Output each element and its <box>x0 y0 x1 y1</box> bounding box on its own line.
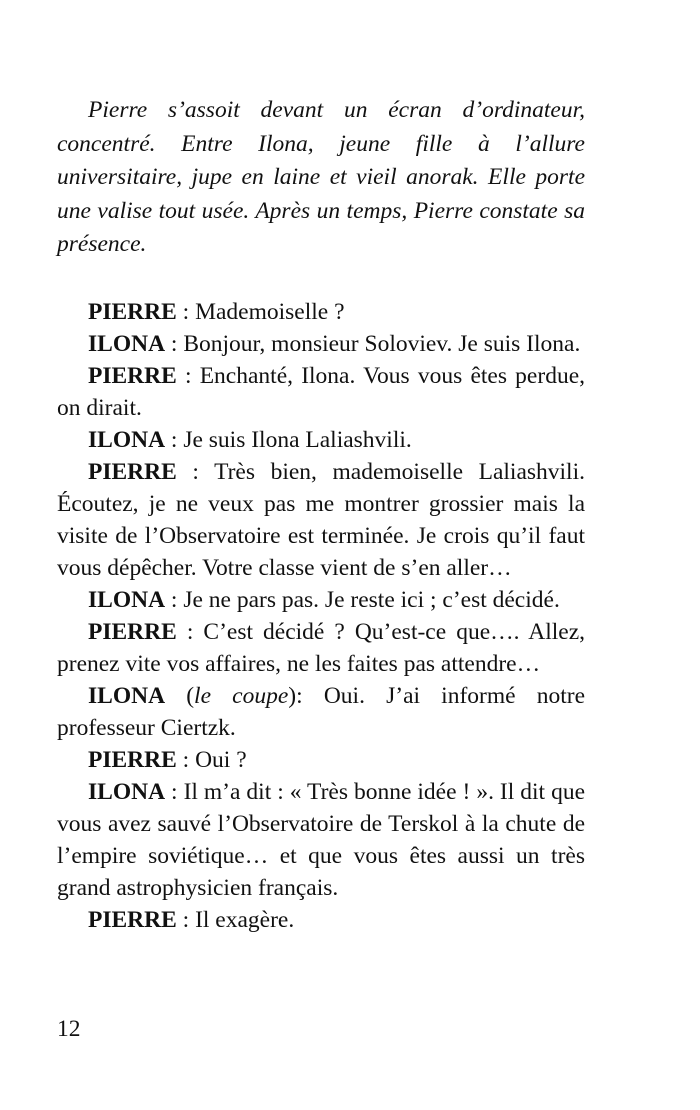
separator: : <box>176 362 200 389</box>
page-number: 12 <box>57 1016 81 1042</box>
dialogue-line <box>57 776 585 904</box>
line-text: Oui ? <box>195 746 247 773</box>
speaker-name: ILONA <box>88 682 166 709</box>
separator: : <box>296 682 324 709</box>
dialogue-line <box>57 360 585 424</box>
separator: : <box>176 298 196 325</box>
speaker-name: PIERRE <box>88 906 177 933</box>
line-text: Oui. J’ai informé notre professeur Ciertzk. <box>57 682 586 741</box>
aside-close: ) <box>288 682 297 709</box>
book-page <box>57 94 585 936</box>
line-text: Mademoiselle ? <box>195 298 345 325</box>
stage-aside: le coupe <box>194 682 289 709</box>
speaker-name: ILONA <box>88 778 166 805</box>
dialogue-line <box>57 680 585 744</box>
speaker-name: PIERRE <box>88 618 177 645</box>
stage-direction: Pierre s’assoit devant un écran d’ordinateur, concentré. Entre Ilona, jeune fille à l’allure universitaire, jupe en laine et vieil anorak. Elle porte une valise tout usée. Après un temps, Pierre constate sa présence. <box>57 97 585 257</box>
speaker-name: PIERRE <box>88 298 177 325</box>
speaker-name: ILONA <box>88 426 166 453</box>
line-text: Très bien, mademoiselle Laliashvili. Écoutez, je ne veux pas me montrer grossier mais la visite de l’Observatoire est terminée. Je crois qu’il faut vous dépêcher. Votre classe vient de s’en aller… <box>57 458 585 581</box>
dialogue-line <box>57 424 585 456</box>
dialogue-line <box>57 296 585 328</box>
speaker-name: PIERRE <box>88 362 177 389</box>
dialogue-line <box>57 584 585 616</box>
dialogue-line <box>57 456 585 584</box>
separator: : <box>176 618 204 645</box>
separator: : <box>165 586 184 613</box>
line-text: Je suis Ilona Laliashvili. <box>183 426 412 453</box>
separator: : <box>176 906 196 933</box>
line-text: Il exagère. <box>195 906 295 933</box>
line-text: C’est décidé ? Qu’est-ce que…. Allez, prenez vite vos affaires, ne les faites pas attendre… <box>57 618 586 677</box>
line-text: Enchanté, Ilona. Vous vous êtes perdue, on dirait. <box>57 362 585 421</box>
separator: : <box>165 330 184 357</box>
dialogue <box>57 296 585 936</box>
speaker-name: ILONA <box>88 330 166 357</box>
line-text: Il m’a dit : « Très bonne idée ! ». Il dit que vous avez sauvé l’Observatoire de Terskol à la chute de l’empire soviétique… et que vous êtes aussi un très grand astrophysicien français. <box>57 778 585 901</box>
speaker-name: PIERRE <box>88 458 177 485</box>
separator: : <box>165 426 184 453</box>
speaker-name: PIERRE <box>88 746 177 773</box>
line-text: Bonjour, monsieur Soloviev. Je suis Ilona. <box>183 330 581 357</box>
separator: : <box>165 778 184 805</box>
dialogue-line <box>57 616 585 680</box>
line-text: Je ne pars pas. Je reste ici ; c’est décidé. <box>183 586 560 613</box>
dialogue-line <box>57 744 585 776</box>
speaker-name: ILONA <box>88 586 166 613</box>
dialogue-line <box>57 904 585 936</box>
aside-open: ( <box>165 682 195 709</box>
separator: : <box>176 458 215 485</box>
separator: : <box>176 746 196 773</box>
dialogue-line <box>57 328 585 360</box>
